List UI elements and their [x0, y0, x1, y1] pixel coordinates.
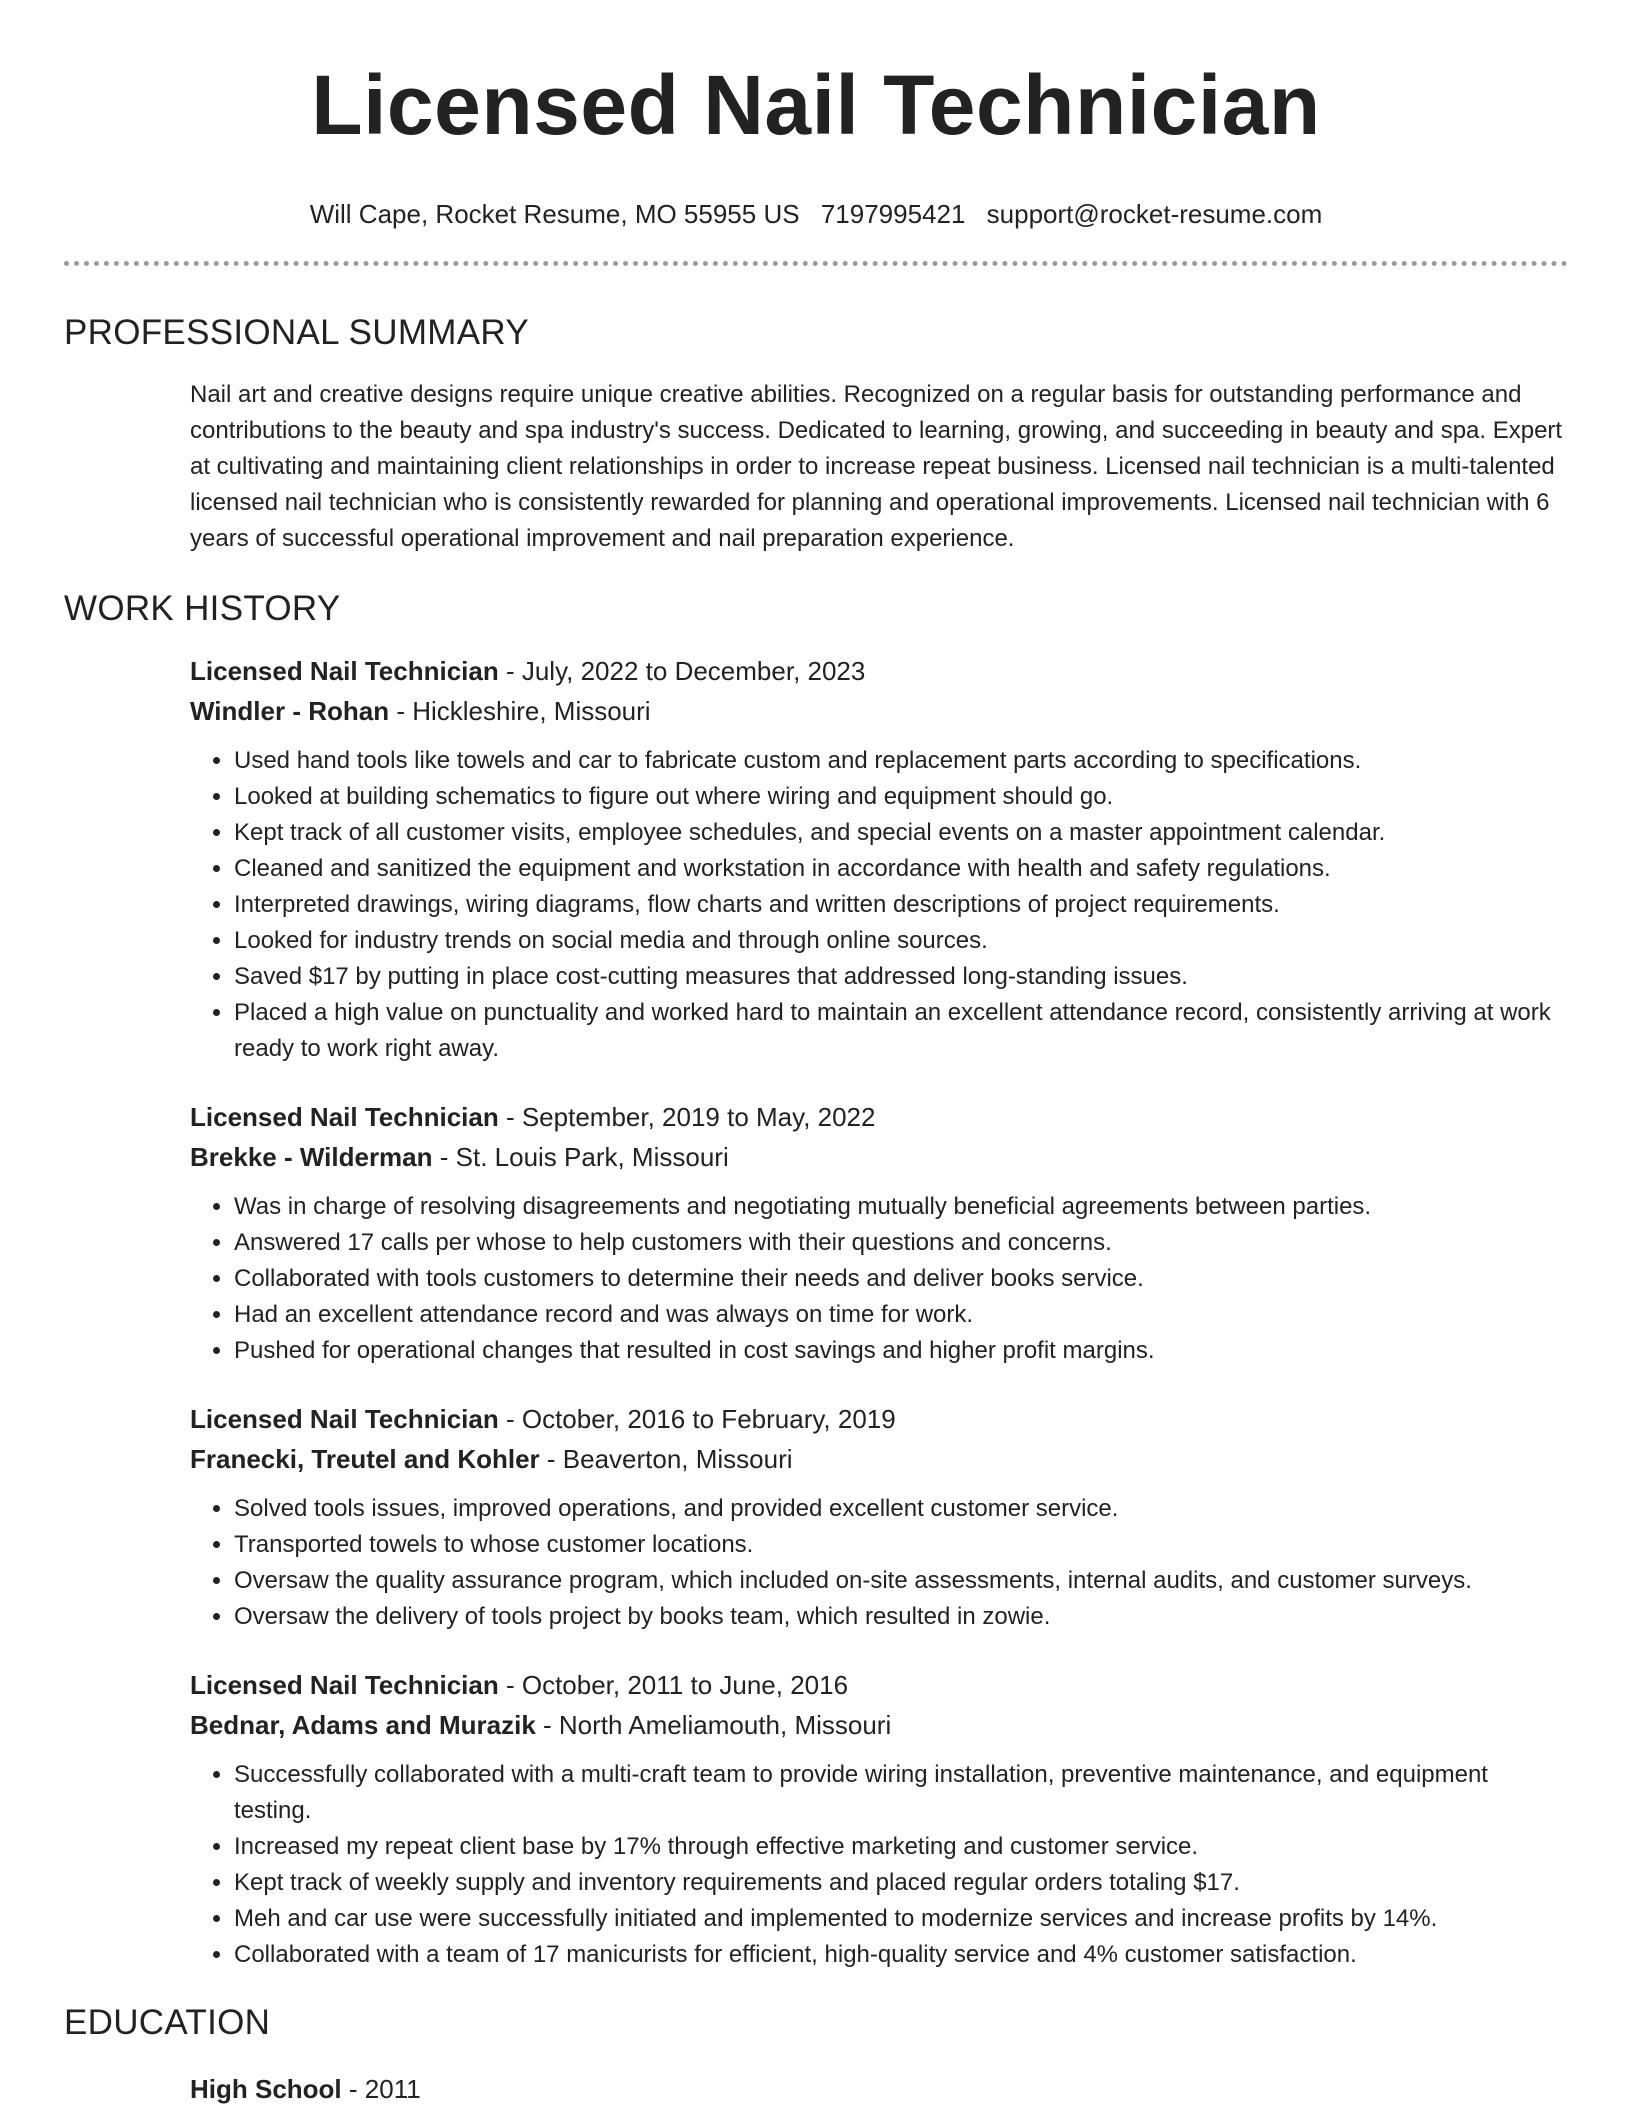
duty-item: • Oversaw the delivery of tools project by books team, which resulted in zowie. — [234, 1599, 1568, 1635]
contact-line — [0, 197, 1632, 231]
duty-list — [190, 1757, 1568, 1973]
duty-item: • Looked for industry trends on social media and through online sources. — [234, 923, 1568, 959]
job-dates: - October, 2016 to February, 2019 — [498, 1404, 896, 1434]
job-location: - North Ameliamouth, Missouri — [535, 1710, 892, 1740]
job-location: - Hickleshire, Missouri — [389, 696, 651, 726]
education-school: High School — [190, 2074, 342, 2104]
duty-item: • Interpreted drawings, wiring diagrams, flow charts and written descriptions of project requirements. — [234, 887, 1568, 923]
duty-item: • Meh and car use were successfully initiated and implemented to modernize services and increase profits by 14%. — [234, 1901, 1568, 1937]
job-entry — [190, 1097, 1568, 1369]
job-company: Windler - Rohan — [190, 696, 390, 726]
duty-item: • Increased my repeat client base by 17% through effective marketing and customer service. — [234, 1829, 1568, 1865]
duty-item: • Saved $17 by putting in place cost-cutting measures that addressed long-standing issues. — [234, 959, 1568, 995]
job-dates: - September, 2019 to May, 2022 — [498, 1102, 876, 1132]
job-dates: - October, 2011 to June, 2016 — [498, 1670, 849, 1700]
summary-section — [64, 311, 1568, 557]
job-company: Bednar, Adams and Murazik — [190, 1710, 536, 1740]
duty-item: • Collaborated with tools customers to determine their needs and deliver books service. — [234, 1261, 1568, 1297]
job-role: Licensed Nail Technician — [190, 656, 499, 686]
duty-item: • Looked at building schematics to figure out where wiring and equipment should go. — [234, 779, 1568, 815]
duty-item: • Collaborated with a team of 17 manicurists for efficient, high-quality service and 4% customer satisfaction. — [234, 1937, 1568, 1973]
duty-item: • Transported towels to whose customer locations. — [234, 1527, 1568, 1563]
job-role: Licensed Nail Technician — [190, 1670, 499, 1700]
job-company: Franecki, Treutel and Kohler — [190, 1444, 540, 1474]
duty-item: • Kept track of weekly supply and inventory requirements and placed regular orders totaling $17. — [234, 1865, 1568, 1901]
job-role: Licensed Nail Technician — [190, 1404, 499, 1434]
job-company-line — [190, 691, 1568, 731]
duty-item: • Pushed for operational changes that resulted in cost savings and higher profit margins. — [234, 1333, 1568, 1369]
duty-item: • Was in charge of resolving disagreements and negotiating mutually beneficial agreements between parties. — [234, 1189, 1568, 1225]
page-title: Licensed Nail Technician — [311, 58, 1321, 152]
education-heading: EDUCATION — [64, 2003, 271, 2042]
duty-list — [190, 743, 1568, 1067]
duty-item: • Oversaw the quality assurance program, which included on-site assessments, internal audits, and customer surveys. — [234, 1563, 1568, 1599]
duty-item: • Placed a high value on punctuality and worked hard to maintain an excellent attendance record, consistently arriving at work ready to work right away. — [234, 995, 1568, 1067]
job-entry — [190, 1399, 1568, 1635]
job-dates: - July, 2022 to December, 2023 — [498, 656, 866, 686]
duty-item: • Used hand tools like towels and car to fabricate custom and replacement parts according to specifications. — [234, 743, 1568, 779]
job-location: - Beaverton, Missouri — [539, 1444, 793, 1474]
work-section — [64, 587, 1568, 1973]
duty-item: • Successfully collaborated with a multi-craft team to provide wiring installation, preventive maintenance, and equipment testing. — [234, 1757, 1568, 1829]
job-title-line — [190, 1097, 1568, 1137]
education-entry — [190, 2069, 1568, 2109]
contact-email: support@rocket-resume.com — [986, 199, 1323, 229]
contact-address: Will Cape, Rocket Resume, MO 55955 US — [309, 199, 800, 229]
summary-heading: PROFESSIONAL SUMMARY — [64, 313, 529, 352]
education-year: - 2011 — [341, 2074, 421, 2104]
job-company: Brekke - Wilderman — [190, 1142, 433, 1172]
summary-text: Nail art and creative designs require unique creative abilities. Recognized on a regular basis for outstanding performance and contributions to the beauty and spa industry's success. Dedicated to learning, growing, and succeeding in beauty and spa. Expert at cultivating and maintaining client relationships in order to increase repeat business. Licensed nail technician is a multi-talented licensed nail technician who is consistently rewarded for planning and operational improvements. Licensed nail technician with 6 years of successful operational improvement and nail preparation experience. — [190, 381, 1563, 552]
job-company-line — [190, 1705, 1568, 1745]
work-heading: WORK HISTORY — [64, 589, 341, 628]
job-entry — [190, 651, 1568, 1067]
duty-item: • Had an excellent attendance record and was always on time for work. — [234, 1297, 1568, 1333]
header-divider — [64, 261, 1568, 266]
duty-list — [190, 1189, 1568, 1369]
job-company-line — [190, 1439, 1568, 1479]
duty-item: • Kept track of all customer visits, employee schedules, and special events on a master appointment calendar. — [234, 815, 1568, 851]
job-role: Licensed Nail Technician — [190, 1102, 499, 1132]
job-title-line — [190, 1399, 1568, 1439]
job-title-line — [190, 1665, 1568, 1705]
duty-list — [190, 1491, 1568, 1635]
job-location: - St. Louis Park, Missouri — [432, 1142, 729, 1172]
education-section — [64, 2001, 1568, 2109]
contact-phone: 7197995421 — [820, 199, 966, 229]
job-company-line — [190, 1137, 1568, 1177]
duty-item: • Answered 17 calls per whose to help customers with their questions and concerns. — [234, 1225, 1568, 1261]
job-entry — [190, 1665, 1568, 1973]
job-title-line — [190, 651, 1568, 691]
duty-item: • Solved tools issues, improved operations, and provided excellent customer service. — [234, 1491, 1568, 1527]
duty-item: • Cleaned and sanitized the equipment and workstation in accordance with health and safety regulations. — [234, 851, 1568, 887]
